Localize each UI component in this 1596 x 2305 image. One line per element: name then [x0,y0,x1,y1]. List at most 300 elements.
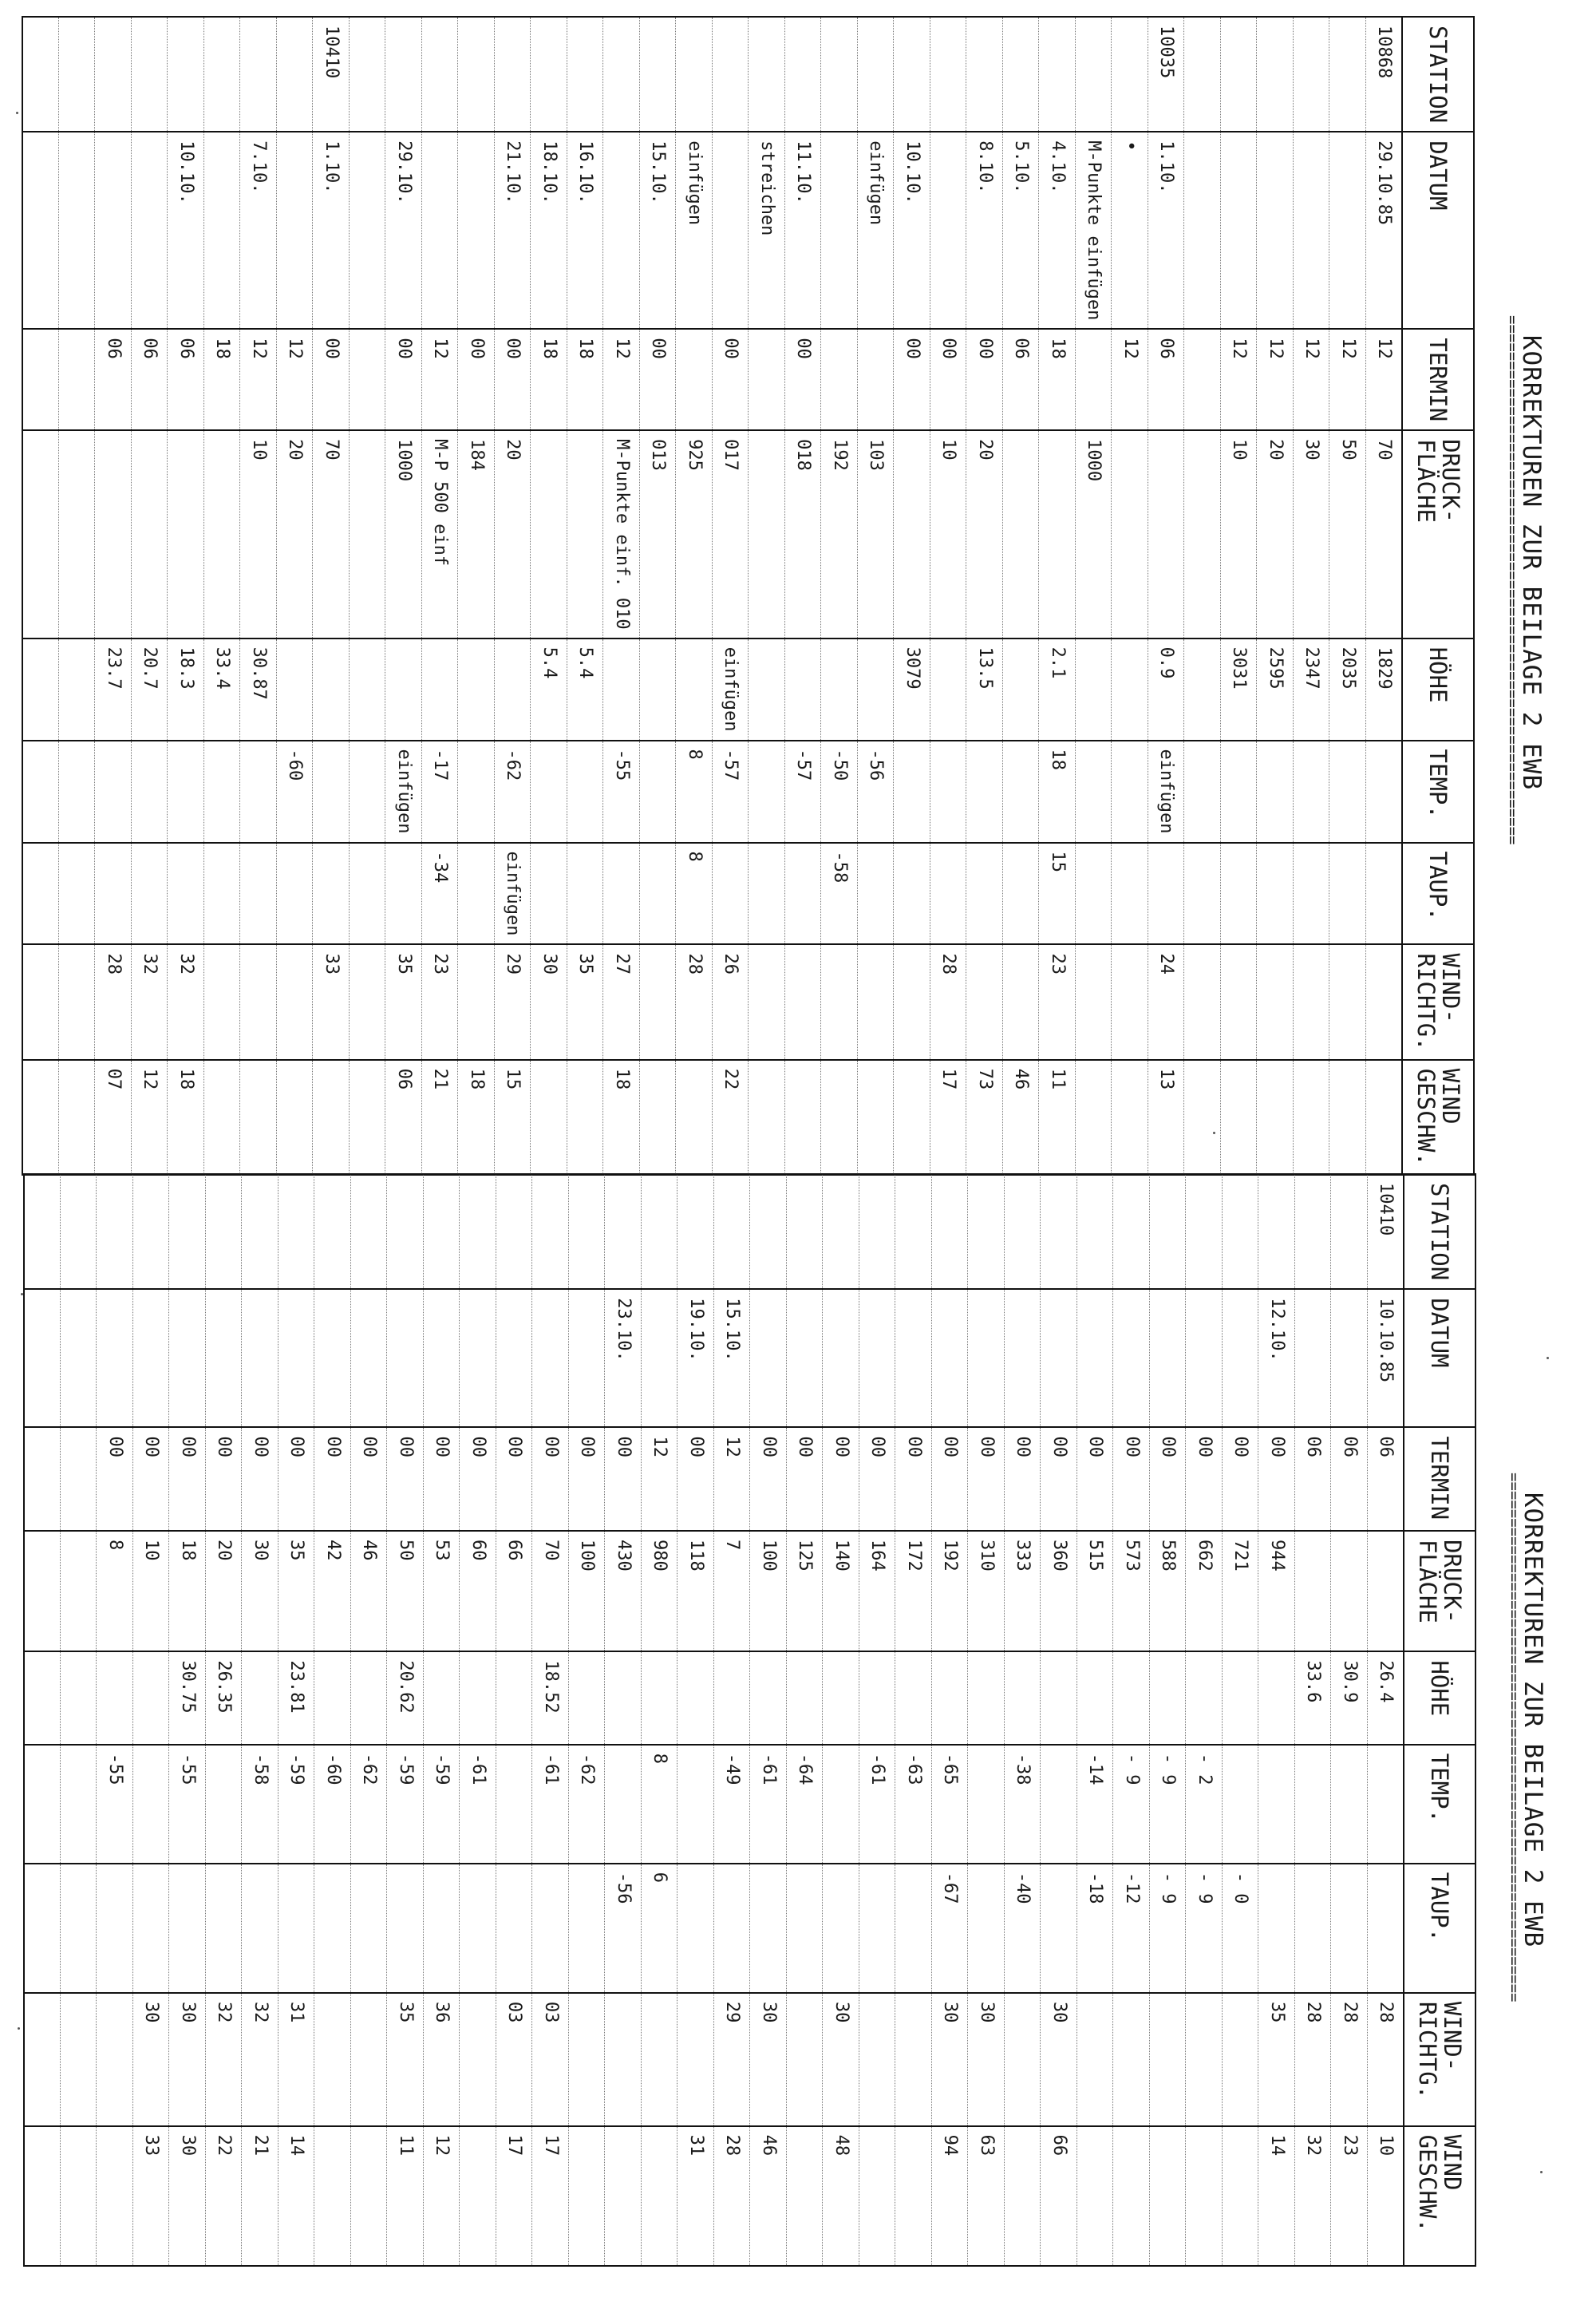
cell-hoehe [458,639,495,741]
cell-taup [204,843,241,945]
cell-taup [968,1864,1005,1993]
cell-windrichtung [569,1993,606,2126]
cell-taup [1366,843,1403,945]
cell-datum: 10.10.85 [1368,1289,1404,1427]
cell-datum [61,1289,97,1427]
col-header-windrichtung: WIND- RICHTG. [1404,1993,1476,2126]
cell-windrichtung [1184,944,1221,1059]
table-row [1258,1174,1295,2266]
table-row [1077,1174,1114,2266]
col-header-taup: TAUP. [1402,843,1474,945]
cell-termin: 00 [713,329,749,430]
cell-windrichtung [97,1993,133,2126]
cell-windgeschwindigkeit [350,1060,386,1175]
cell-windgeschwindigkeit [894,1060,930,1175]
cell-windgeschwindigkeit: 18 [458,1060,495,1175]
cell-taup [713,843,749,945]
cell-hoehe: einfügen [713,639,749,741]
cell-hoehe: 0.9 [1148,639,1185,741]
cell-windrichtung: 28 [95,944,132,1059]
cell-taup [532,1864,569,1993]
cell-temp: -38 [1005,1745,1041,1864]
cell-temp [640,741,677,843]
table-row [821,17,858,1175]
cell-temp: -17 [422,741,459,843]
cell-druckflaeche [1039,430,1076,638]
cell-datum [95,132,132,329]
cell-temp: -57 [785,741,822,843]
cell-temp [1223,1745,1259,1864]
cell-druckflaeche [132,430,168,638]
cell-termin: 18 [204,329,241,430]
cell-windrichtung [1294,944,1330,1059]
cell-taup [1295,1864,1332,1993]
cell-datum [277,132,314,329]
cell-station [1150,1174,1187,1289]
cell-hoehe [1005,1651,1041,1744]
cell-termin: 06 [1331,1427,1368,1531]
table-row [1039,17,1076,1175]
cell-temp [168,741,204,843]
cell-windrichtung [895,1993,932,2126]
cell-druckflaeche: 360 [1041,1531,1077,1651]
cell-druckflaeche: 10 [240,430,277,638]
sheet-2-header-row [1404,1174,1476,2266]
cell-windgeschwindigkeit [787,2126,824,2266]
col-header-windgeschwindigkeit: WIND GESCHW. [1402,1060,1474,1175]
cell-temp [1331,1745,1368,1864]
cell-hoehe [496,1651,533,1744]
cell-temp: -61 [460,1745,496,1864]
cell-windrichtung: 33 [313,944,350,1059]
cell-temp: -57 [713,741,749,843]
cell-windgeschwindigkeit [314,2126,351,2266]
cell-datum [242,1289,279,1427]
cell-datum [1113,1289,1150,1427]
cell-windrichtung [678,1993,714,2126]
cell-station [823,1174,859,1289]
cell-windgeschwindigkeit: 30 [169,2126,206,2266]
cell-station [1223,1174,1259,1289]
cell-druckflaeche: 7 [714,1531,751,1651]
table-row [1368,1174,1404,2266]
cell-termin: 00 [314,1427,351,1531]
cell-datum [1329,132,1366,329]
cell-station [895,1174,932,1289]
cell-windgeschwindigkeit [1221,1060,1258,1175]
col-header-windrichtung: WIND- RICHTG. [1402,944,1474,1059]
cell-windrichtung: 26 [713,944,749,1059]
cell-hoehe: 20.62 [387,1651,424,1744]
cell-termin: 00 [1077,1427,1114,1531]
cell-datum [1223,1289,1259,1427]
cell-datum: 12.10. [1258,1289,1295,1427]
cell-termin: 00 [968,1427,1005,1531]
cell-windgeschwindigkeit [313,1060,350,1175]
cell-druckflaeche: 184 [458,430,495,638]
cell-temp: -62 [495,741,531,843]
cell-windgeschwindigkeit [531,1060,567,1175]
cell-druckflaeche: 20 [206,1531,243,1651]
cell-windrichtung [787,1993,824,2126]
cell-termin [1076,329,1112,430]
cell-windgeschwindigkeit: 17 [930,1060,967,1175]
cell-termin: 00 [895,1427,932,1531]
cell-termin: 00 [495,329,531,430]
cell-datum [169,1289,206,1427]
cell-taup: - 0 [1223,1864,1259,1993]
col-header-termin: TERMIN [1404,1427,1476,1531]
cell-station [206,1174,243,1289]
cell-taup: - 9 [1186,1864,1223,1993]
cell-taup [496,1864,533,1993]
cell-temp: einfügen [1148,741,1185,843]
cell-temp [605,1745,642,1864]
cell-windrichtung [858,944,895,1059]
cell-windgeschwindigkeit [460,2126,496,2266]
cell-taup [22,843,59,945]
cell-station [1184,17,1221,132]
cell-hoehe: 2347 [1294,639,1330,741]
cell-termin: 12 [1257,329,1294,430]
cell-windrichtung: 28 [676,944,713,1059]
cell-windrichtung [240,944,277,1059]
cell-temp [1295,1745,1332,1864]
cell-druckflaeche: 662 [1186,1531,1223,1651]
cell-termin: 00 [1041,1427,1077,1531]
cell-hoehe: 3079 [894,639,930,741]
cell-hoehe: 26.4 [1368,1651,1404,1744]
col-header-hoehe: HÖHE [1402,639,1474,741]
cell-taup [61,1864,97,1993]
cell-windgeschwindigkeit [749,1060,785,1175]
cell-druckflaeche [95,430,132,638]
table-row [1221,17,1258,1175]
cell-windgeschwindigkeit [642,2126,678,2266]
cell-datum: 10.10. [894,132,930,329]
cell-temp: -59 [279,1745,315,1864]
cell-hoehe [385,639,422,741]
table-row [97,1174,133,2266]
title-underline: ========================================================== [1503,315,1521,845]
cell-druckflaeche: 20 [277,430,314,638]
table-row [132,17,168,1175]
cell-temp [894,741,930,843]
cell-taup: -34 [422,843,459,945]
cell-taup [1329,843,1366,945]
cell-termin: 00 [97,1427,133,1531]
cell-datum [895,1289,932,1427]
cell-temp [1076,741,1112,843]
cell-windrichtung: 30 [531,944,567,1059]
cell-termin: 12 [642,1427,678,1531]
cell-windrichtung: 23 [1039,944,1076,1059]
cell-temp: -64 [787,1745,824,1864]
cell-termin: 00 [750,1427,787,1531]
cell-hoehe: 5.4 [531,639,567,741]
table-row [387,1174,424,2266]
cell-taup [95,843,132,945]
cell-windgeschwindigkeit: 17 [532,2126,569,2266]
table-row [1112,17,1148,1175]
cell-datum [351,1289,388,1427]
cell-taup [424,1864,460,1993]
cell-termin: 00 [387,1427,424,1531]
cell-station [894,17,930,132]
cell-taup [277,843,314,945]
cell-datum [713,132,749,329]
cell-windrichtung [314,1993,351,2126]
cell-station [1186,1174,1223,1289]
cell-temp: -61 [532,1745,569,1864]
cell-hoehe [605,1651,642,1744]
cell-windgeschwindigkeit: 46 [1003,1060,1040,1175]
cell-taup: einfügen [495,843,531,945]
cell-windgeschwindigkeit [567,1060,604,1175]
cell-druckflaeche [1331,1531,1368,1651]
cell-windgeschwindigkeit: 48 [823,2126,859,2266]
cell-temp: -60 [314,1745,351,1864]
cell-windrichtung: 36 [424,1993,460,2126]
cell-station [1329,17,1366,132]
cell-hoehe [676,639,713,741]
cell-windrichtung [1221,944,1258,1059]
cell-termin [749,329,785,430]
table-row [1186,1174,1223,2266]
cell-taup [351,1864,388,1993]
cell-temp [204,741,241,843]
cell-station [1077,1174,1114,1289]
cell-termin: 18 [567,329,604,430]
table-row [785,17,822,1175]
table-row [1329,17,1366,1175]
cell-windrichtung [605,1993,642,2126]
table-row [385,17,422,1175]
sheet-1-title [1480,16,1556,1109]
cell-station [1039,17,1076,132]
cell-druckflaeche: 125 [787,1531,824,1651]
cell-druckflaeche: 50 [387,1531,424,1651]
cell-station [787,1174,824,1289]
cell-termin: 00 [785,329,822,430]
cell-temp [1003,741,1040,843]
cell-windrichtung: 29 [714,1993,751,2126]
cell-druckflaeche [1003,430,1040,638]
cell-windgeschwindigkeit [676,1060,713,1175]
table-row [1184,17,1221,1175]
cell-hoehe: 18.52 [532,1651,569,1744]
table-row [532,1174,569,2266]
cell-windrichtung: 35 [567,944,604,1059]
cell-datum: 19.10. [678,1289,714,1427]
cell-windrichtung [59,944,96,1059]
cell-taup: -58 [821,843,858,945]
table-row [169,1174,206,2266]
cell-temp [133,1745,170,1864]
cell-windrichtung [1186,1993,1223,2126]
col-header-hoehe: HÖHE [1404,1651,1476,1744]
cell-hoehe [932,1651,969,1744]
cell-windrichtung: 28 [1295,1993,1332,2126]
cell-datum [642,1289,678,1427]
cell-windgeschwindigkeit: 66 [1041,2126,1077,2266]
table-row [1294,17,1330,1175]
cell-windgeschwindigkeit [1112,1060,1148,1175]
sheet-1-table [22,16,1475,1176]
cell-termin: 00 [1223,1427,1259,1531]
cell-hoehe [569,1651,606,1744]
cell-druckflaeche: 1000 [385,430,422,638]
cell-temp [567,741,604,843]
cell-datum [422,132,459,329]
cell-station [351,1174,388,1289]
cell-termin: 00 [1186,1427,1223,1531]
cell-taup [97,1864,133,1993]
col-header-station: STATION [1402,17,1474,132]
cell-temp [206,1745,243,1864]
scan-speck [1540,2171,1543,2173]
cell-temp [1041,1745,1077,1864]
cell-hoehe [22,639,59,741]
cell-hoehe: 30.75 [169,1651,206,1744]
cell-windgeschwindigkeit: 11 [1039,1060,1076,1175]
cell-temp [1329,741,1366,843]
cell-station [713,17,749,132]
cell-windrichtung: 27 [603,944,640,1059]
cell-druckflaeche: 8 [97,1531,133,1651]
cell-windrichtung [821,944,858,1059]
cell-windrichtung: 35 [387,1993,424,2126]
cell-taup: -67 [932,1864,969,1993]
cell-windgeschwindigkeit [1184,1060,1221,1175]
cell-taup [24,1864,61,1993]
cell-windrichtung: 32 [242,1993,279,2126]
cell-windgeschwindigkeit: 12 [424,2126,460,2266]
cell-druckflaeche: 310 [968,1531,1005,1651]
table-row [859,1174,896,2266]
cell-windrichtung [859,1993,896,2126]
cell-datum: 1.10. [1148,132,1185,329]
cell-windgeschwindigkeit [1186,2126,1223,2266]
cell-temp [313,741,350,843]
cell-taup: -18 [1077,1864,1114,1993]
cell-termin: 00 [496,1427,533,1531]
cell-datum [968,1289,1005,1427]
cell-datum: • [1112,132,1148,329]
cell-temp: - 9 [1150,1745,1187,1864]
cell-druckflaeche: 018 [785,430,822,638]
cell-termin: 12 [603,329,640,430]
cell-windgeschwindigkeit: 13 [1148,1060,1185,1175]
table-row [59,17,96,1175]
cell-temp: - 9 [1113,1745,1150,1864]
cell-windgeschwindigkeit: 17 [496,2126,533,2266]
cell-windrichtung: 30 [169,1993,206,2126]
cell-hoehe [1223,1651,1259,1744]
table-row [350,17,386,1175]
cell-station [785,17,822,132]
cell-temp: 8 [642,1745,678,1864]
cell-windrichtung [1223,1993,1259,2126]
cell-taup [1258,1864,1295,1993]
cell-hoehe [785,639,822,741]
cell-druckflaeche: 60 [460,1531,496,1651]
cell-windgeschwindigkeit: 94 [932,2126,969,2266]
cell-datum [458,132,495,329]
cell-taup [206,1864,243,1993]
cell-hoehe: 33.6 [1295,1651,1332,1744]
cell-station [532,1174,569,1289]
cell-station [966,17,1003,132]
cell-druckflaeche: 944 [1258,1531,1295,1651]
cell-windrichtung [1112,944,1148,1059]
cell-hoehe [1186,1651,1223,1744]
cell-druckflaeche [894,430,930,638]
cell-hoehe [642,1651,678,1744]
cell-windgeschwindigkeit [1257,1060,1294,1175]
table-row [458,17,495,1175]
table-row [495,17,531,1175]
cell-hoehe [1113,1651,1150,1744]
cell-station [1005,1174,1041,1289]
cell-taup [387,1864,424,1993]
table-row [133,1174,170,2266]
cell-datum [932,1289,969,1427]
cell-windrichtung [894,944,930,1059]
cell-station [642,1174,678,1289]
cell-hoehe [787,1651,824,1744]
cell-datum [1041,1289,1077,1427]
cell-temp: 8 [676,741,713,843]
cell-termin: 12 [1366,329,1403,430]
cell-station [424,1174,460,1289]
table-row [240,17,277,1175]
cell-druckflaeche [350,430,386,638]
cell-hoehe: 18.3 [168,639,204,741]
cell-datum: 4.10. [1039,132,1076,329]
cell-druckflaeche: 013 [640,430,677,638]
table-row [678,1174,714,2266]
cell-taup [966,843,1003,945]
cell-termin [350,329,386,430]
cell-windgeschwindigkeit [1113,2126,1150,2266]
cell-datum: 10.10. [168,132,204,329]
cell-druckflaeche [1148,430,1185,638]
cell-hoehe [24,1651,61,1744]
cell-windgeschwindigkeit [859,2126,896,2266]
cell-station [1003,17,1040,132]
cell-station [458,17,495,132]
cell-station [496,1174,533,1289]
cell-windgeschwindigkeit: 18 [603,1060,640,1175]
cell-druckflaeche: 35 [279,1531,315,1651]
cell-druckflaeche: 980 [642,1531,678,1651]
cell-windgeschwindigkeit [821,1060,858,1175]
cell-station [22,17,59,132]
cell-taup [1003,843,1040,945]
cell-station [314,1174,351,1289]
cell-windrichtung [785,944,822,1059]
cell-station [204,17,241,132]
cell-taup: 15 [1039,843,1076,945]
cell-druckflaeche: 721 [1223,1531,1259,1651]
table-row [713,17,749,1175]
cell-station [821,17,858,132]
cell-windgeschwindigkeit: 18 [168,1060,204,1175]
cell-temp [930,741,967,843]
cell-windrichtung: 30 [750,1993,787,2126]
cell-taup [132,843,168,945]
